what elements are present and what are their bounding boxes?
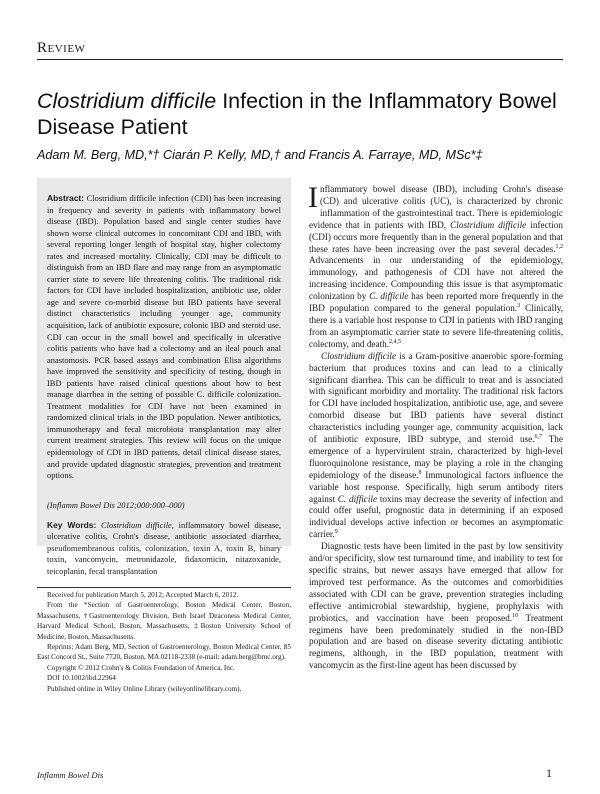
abstract <box>47 193 281 482</box>
header-rule <box>37 59 563 60</box>
journal-citation: (Inflamm Bowel Dis 2012;000:000–000) <box>47 500 185 510</box>
footer-journal-name: Inflamm Bowel Dis <box>37 770 104 780</box>
footnote-received: Received for publication March 5, 2012; Accepted March 6, 2012. <box>47 591 239 599</box>
author-list: Adam M. Berg, MD,*† Ciarán P. Kelly, MD,† and Francis A. Farraye, MD, MSc*‡ <box>37 148 483 162</box>
text-run: is a Gram-positive anaerobic spore-forming bacterium that produces toxins and can lead to a clinically significant diarrhea. This can be difficult to treat and is associated with significant morbidity and mortality. The traditional risk factors for CDI have included hospitalization, antibiotic use, age, and severe comorbid disease but IBD patients have several distinct characteristics including younger age, community acquisition, lack of antibiotic exposure, IBD subtype, and steroid use. <box>309 350 563 445</box>
keywords-list: , inflammatory bowel disease, ulcerative colitis, Crohn's disease, antibiotic associated diarrhea, pseudomembranous colitis, colonization, toxin A, toxin B, binary toxin, vancomycin, metronidazole, fidaxomicin, nitazoxanide, teicoplanin, fecal transplantation <box>47 520 281 576</box>
organism-name: Clostridium difficile <box>450 219 527 230</box>
abstract-body: Clostridium difficile infection (CDI) has been increasing in frequency and severity in patients with inflammatory bowel disease (IBD). Population based and single center studies have shown worse clinical outcomes in concomitant CDI and IBD, with several reporting longer length of hospital stay, higher colectomy rates and increased mortality. Clinically, CDI may be difficult to distinguish from an IBD flare and may range from an asymptomatic carrier state to severe life threatening colitis. The traditional risk factors for CDI have included hospitalization, antibiotic use, older age and severe co-morbid disease but IBD patients have several distinct characteristics including younger age, community acquisition, lack of antibiotic exposure, colonic IBD and steroid use. CDI can occur in the small bowel and specifically in ulcerative colitis patients who have had a colectomy and an ileal pouch anal anastomosis. PCR based assays and combination Elisa algorithms have improved the sensitivity and specificity of testing, though in IBD patients have raised clinical questions about how to best manage diarrhea in the setting of possible C. difficile colonization. Treatment modalities for CDI have not been examined in randomized clinical trials in the IBD population. Newer antibiotics, immunotherapy and fecal microbiota transplantation may alter current treatment strategies. This review will focus on the unique epidemiology of CDI in IBD patients, detail clinical disease states, and provide updated diagnostic strategies, prevention and treatment options. <box>47 193 282 481</box>
reference-marker: 8 <box>418 469 422 476</box>
body-paragraph <box>309 351 563 542</box>
text-run: infection (CDI) occurs more frequently than in the general population and that these rates have been increasing over the past several decades. <box>309 219 563 254</box>
reference-marker: 2,4,5 <box>389 338 402 345</box>
text-run: toxins may decrease the severity of infection and could offer useful, prognostic data in determining if an exposed individual develops active infection or becomes an asymptomatic carrier. <box>309 493 563 540</box>
text-run: nflammatory bowel disease (IBD), including Crohn's disease (CD) and ulcerative colitis (UC), is characterized by chronic inflammation of the gastrointestinal tract. There is epidemiologic evidence that in patients with IBD, <box>309 184 563 230</box>
body-paragraph <box>309 541 563 672</box>
text-run: has been reported more frequently in the IBD population compared to the general population. <box>309 291 563 314</box>
body-text <box>308 181 564 672</box>
keywords <box>47 520 281 577</box>
footnote-affiliations: From the *Section of Gastroenterology, Boston Medical Center, Boston, Massachusetts, †Gastroenterology Division, Beth Israel Deaconess Medical Center, Harvard Medical School, Boston, Massachusetts, ‡Boston University School of Medicine, Boston, Massachusetts. <box>37 601 291 641</box>
text-run: Immunological factors influence the variable host response. Specifically, high serum antibody titers against <box>309 469 563 504</box>
footnote-rule <box>37 587 291 588</box>
text-run: Treatment regimens have been predominately studied in the non-IBD population and are based on disease severity dictating antibiotic regimens, although, in the IBD population, treatment with vancomycin as the first-line agent has been discussed by <box>309 612 563 671</box>
footnote-copyright: Copyright © 2012 Crohn's & Colitis Foundation of America, Inc. <box>47 663 235 672</box>
organism-name: C. difficile <box>369 291 409 302</box>
text-run: The emergence of a hypervirulent strain, characterized by high-level fluoroquinolone resistance, may be playing a role in the changing epidemiology of the disease. <box>309 434 563 480</box>
body-paragraph <box>308 181 564 351</box>
reference-marker: 3 <box>517 303 521 309</box>
title-organism: Clostridium difficile <box>37 89 217 113</box>
reference-marker: 1,2 <box>555 243 563 250</box>
text-run: Clinically, there is a variable host response to CDI in patients with IBD ranging from an asymptomatic carrier state to severe life-threatening colitis, colectomy, and death. <box>309 303 564 349</box>
page-number: 1 <box>546 766 552 780</box>
title-rest: Infection in the Inflammatory Bowel Disease Patient <box>37 89 557 139</box>
reference-marker: 9 <box>334 529 338 536</box>
footnote-published-online: Published online in Wiley Online Library (wileyonlinelibrary.com). <box>47 684 242 693</box>
footnote-doi: DOI 10.1002/ibd.22964 <box>47 674 116 683</box>
text-run: Diagnostic tests have been limited in the past by low sensitivity and/or specificity, slow test turnaround time, and inability to test for specific strains, but newer assays have emerged that allow for improved test performance. As the outcomes and comorbidities associated with CDI can be grave, prevention strategies including effective antimicrobial stewardship, hygiene, prophylaxis with probiotics, and vaccination have been proposed. <box>309 541 563 623</box>
footnotes <box>37 590 291 694</box>
reference-marker: 6,7 <box>534 433 542 440</box>
footnote-reprints: Reprints: Adam Berg, MD, Section of Gastroenterology, Boston Medical Center, 85 East Concord St., Suite 7720, Boston, MA 02118-2338 (e-mail: adam.berg@bmc.org). <box>37 643 291 662</box>
abstract-label: Abstract: <box>47 193 85 203</box>
organism-name: C. difficile <box>337 493 378 504</box>
reference-marker: 10 <box>512 612 519 619</box>
organism-name: Clostridium difficile <box>321 350 397 361</box>
section-label: Review <box>37 40 86 56</box>
keywords-label: Key Words: <box>47 520 97 530</box>
article-title <box>37 88 557 140</box>
keywords-organism: Clostridium difficile <box>101 520 172 530</box>
drop-cap: I <box>308 181 318 214</box>
text-run: Advancements in our understanding of the epidemiology, immunology, and pathogenesis of CDI have not altered the increasing incidence. Compounding this issue is that asymptomatic colonization by <box>309 255 563 302</box>
